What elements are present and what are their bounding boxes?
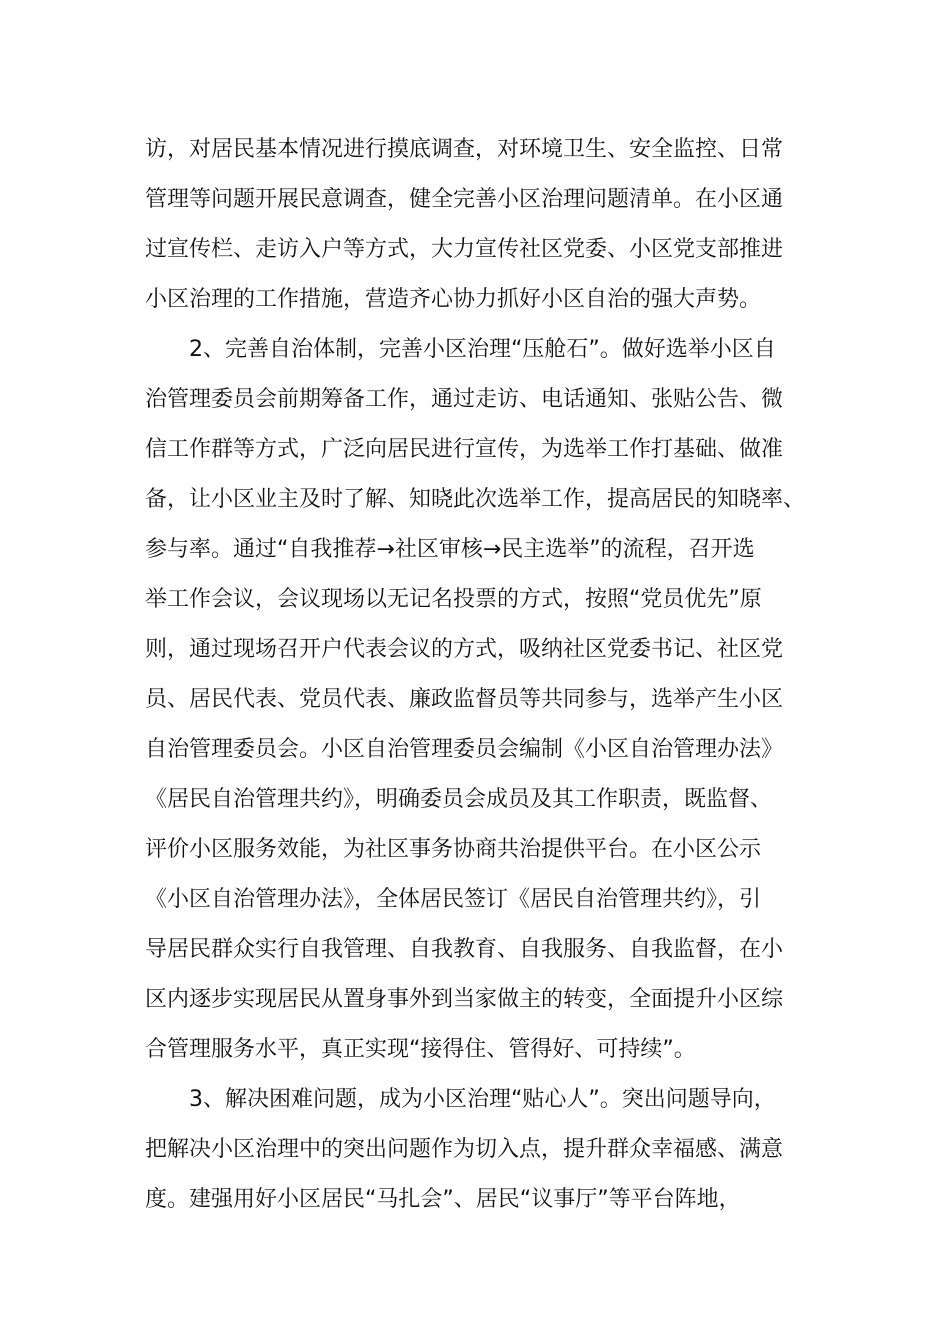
text-line: 导居民群众实行自我管理、自我教育、自我服务、自我监督，在小 [145, 937, 784, 962]
text-line: 治管理委员会前期筹备工作，通过走访、电话通知、张贴公告、微 [145, 387, 784, 412]
text-line: 区内逐步实现居民从置身事外到当家做主的转变，全面提升小区综 [145, 987, 784, 1012]
text-line: 员、居民代表、党员代表、廉政监督员等共同参与，选举产生小区 [145, 687, 784, 712]
paragraph-3-first-line: 3、解决困难问题，成为小区治理“贴心人”。突出问题导向， [189, 1087, 776, 1112]
paragraph-2-first-line: 2、完善自治体制，完善小区治理“压舱石”。做好选举小区自 [189, 337, 776, 362]
text-line: 把解决小区治理中的突出问题作为切入点，提升群众幸福感、满意 [145, 1137, 784, 1162]
text-line: 小区治理的工作措施，营造齐心协力抓好小区自治的强大声势。 [145, 287, 762, 312]
text-line: 评价小区服务效能，为社区事务协商共治提供平台。在小区公示 [145, 837, 762, 862]
text-line: 《小区自治管理办法》，全体居民签订《居民自治管理共约》，引 [145, 887, 762, 912]
text-line: 访，对居民基本情况进行摸底调查，对环境卫生、安全监控、日常 [145, 137, 784, 162]
text-line: 合管理服务水平，真正实现“接得住、管得好、可持续”。 [145, 1037, 696, 1062]
text-line: 度。建强用好小区居民“马扎会”、居民“议事厅”等平台阵地， [145, 1187, 741, 1212]
text-line: 备，让小区业主及时了解、知晓此次选举工作，提高居民的知晓率、 [145, 487, 806, 512]
text-line: 《居民自治管理共约》，明确委员会成员及其工作职责，既监督、 [145, 787, 773, 812]
text-line: 参与率。通过“自我推荐→社区审核→民主选举”的流程，召开选 [145, 537, 755, 562]
text-line: 信工作群等方式，广泛向居民进行宣传，为选举工作打基础、做准 [145, 437, 784, 462]
text-line: 则，通过现场召开户代表会议的方式，吸纳社区党委书记、社区党 [145, 637, 784, 662]
text-line: 举工作会议，会议现场以无记名投票的方式，按照“党员优先”原 [145, 587, 762, 612]
text-line: 管理等问题开展民意调查，健全完善小区治理问题清单。在小区通 [145, 187, 784, 212]
text-line: 过宣传栏、走访入户等方式，大力宣传社区党委、小区党支部推进 [145, 237, 784, 262]
text-line: 自治管理委员会。小区自治管理委员会编制《小区自治管理办法》 [145, 737, 784, 762]
